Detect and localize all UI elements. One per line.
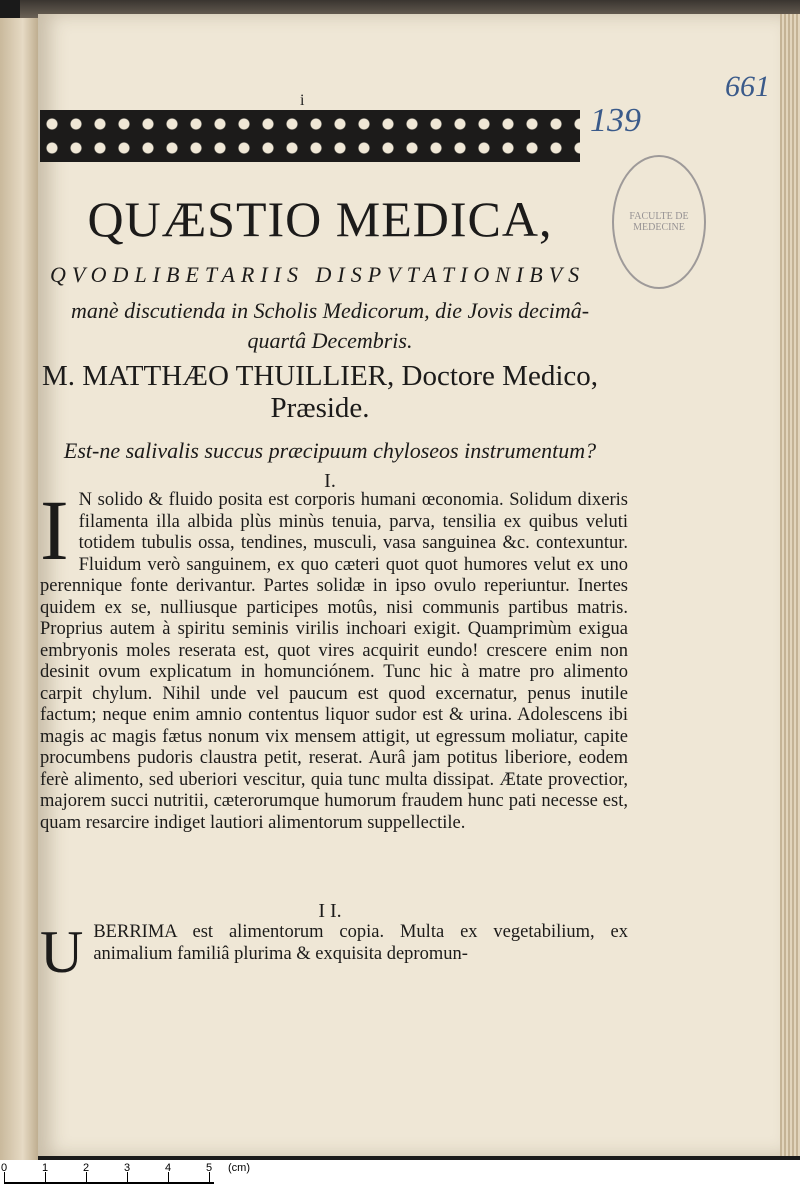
headpiece-ornament (40, 110, 580, 162)
ruler-label: 4 (165, 1162, 172, 1174)
ruler-label: 1 (42, 1162, 49, 1174)
stamp-text: FACULTE DE MEDECINE (629, 211, 689, 233)
page-title: QUÆSTIO MEDICA, (87, 191, 553, 247)
section2-body (40, 919, 628, 985)
subtitle-line1: QVODLIBETARIIS DISPVTATIONIBVS (50, 262, 586, 287)
section2-text: BERRIMA est alimentorum copia. Multa ex vegetabilium, ex animalium familiâ plurima & exquisita depromun- (93, 922, 628, 964)
library-stamp (612, 155, 706, 289)
section1-body (40, 482, 628, 834)
question-heading: Est-ne salivalis succus præcipuum chyloseos instrumentum? (63, 438, 597, 463)
section1-number: I. (324, 470, 336, 492)
page-number: 139 (590, 102, 641, 139)
left-page-edge (0, 18, 38, 1160)
page-stack-edge (780, 14, 800, 1156)
ruler-label: 3 (124, 1162, 131, 1174)
subtitle-line2: manè discutienda in Scholis Medicorum, die Jovis decimâ-quartâ Decembris. (70, 298, 590, 353)
praeses-line: M. MATTHÆO THUILLIER, Doctore Medico, Præside. (41, 360, 598, 424)
scale-ruler (0, 1160, 800, 1198)
section1-text: N solido & fluido posita est corporis humani œconomia. Solidum dixeris filamenta illa albida plùs minùs tenuia, parva, tensilia ex quibus veluti totidem tubulis ossa, tendines, musculi, vasa sanguinea &c. contexuntur. Fluidum verò sanguinem, ex quo cæteri quot quot humores velut ex uno perennique fonte derivantur. Partes solidæ in ipso ovulo reperiuntur. Inertes quidem ex se, nulliusque participes motûs, nisi communis partibus matris. Proprius autem à spiritu seminis virilis inchoari exigit. Quamprimùm exigua embryonis moles reserata est, quot vires acquirit eundo! crescere enim non desinit ovum explicatum in homunciónem. Tunc hic à matre pro alimento carpit chylum. Nihil unde vel paucum est quod excernatur, penus inutile factum; neque enim amnio contentus liquor sudor est & urina. Adolescens ibi magis ac magis fætus nonum vix mensem attigit, ut egressum moliatur, capite procumbens pudoris claustra petit, reserat. Aurâ jam potitus liberiore, eodem ferè alimento, sed uberiori vescitur, quia tunc multa dissipat. Ætate provectior, majorem succi nutritii, cæterorumque humorum fraudem hunc pati necesse est, quam resarcire indiget lautiori alimentorum suppellectile. (40, 490, 628, 833)
signature-mark: i (300, 92, 305, 109)
ruler-label: 5 (206, 1162, 213, 1174)
section1-dropcap: I (40, 482, 69, 578)
ruler-label: 0 (1, 1162, 8, 1174)
section2-dropcap: U (40, 919, 84, 985)
ruler-line (4, 1182, 214, 1184)
ruler-unit: (cm) (228, 1162, 250, 1174)
section2-number: I I. (318, 900, 342, 922)
folio-mark: 661 (725, 70, 770, 103)
ruler-label: 2 (83, 1162, 90, 1174)
